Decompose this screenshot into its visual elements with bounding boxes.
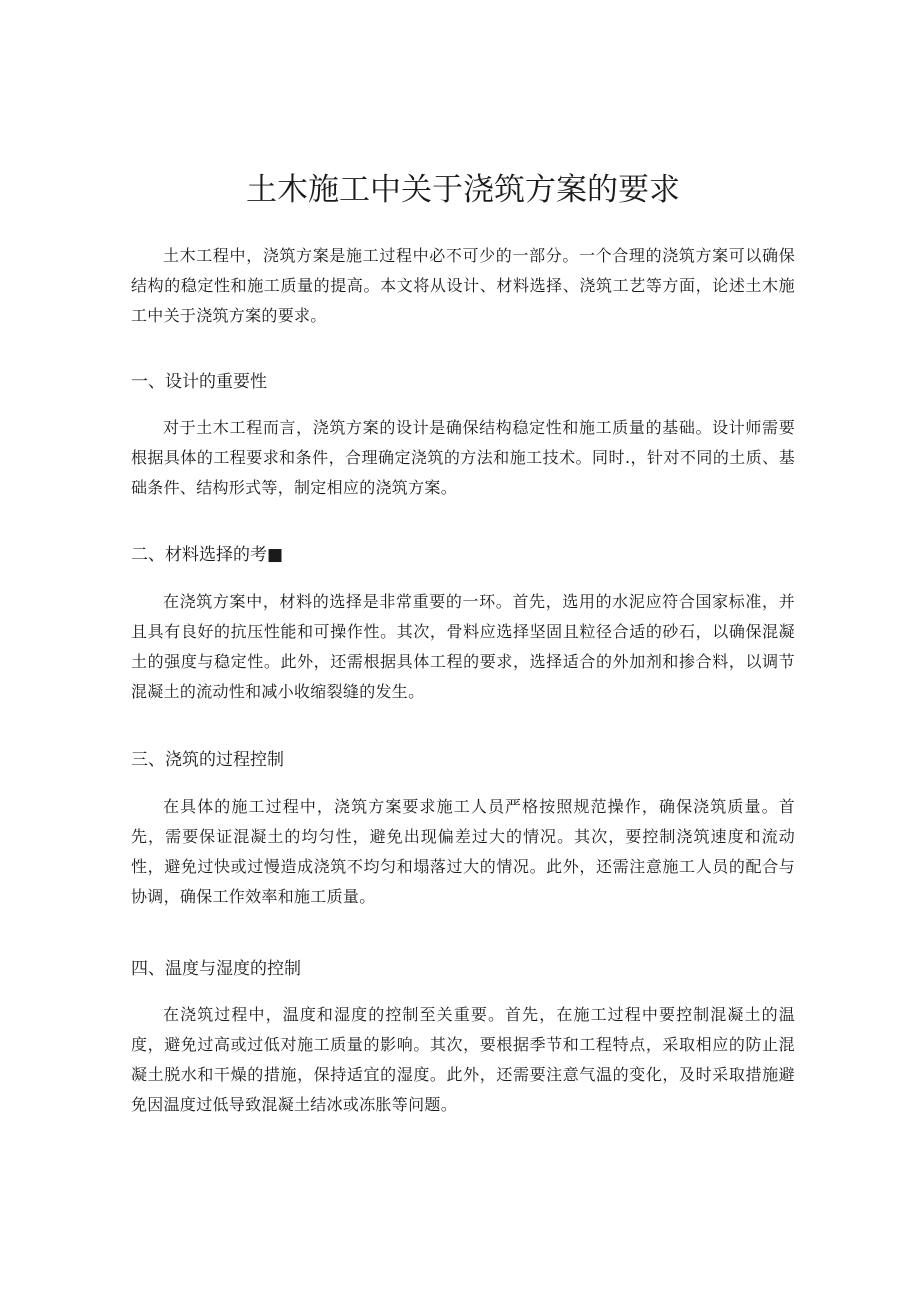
section-heading-design: 一、设计的重要性: [131, 372, 267, 392]
section-body-design: 对于土木工程而言，浇筑方案的设计是确保结构稳定性和施工质量的基础。设计师需要根据具体的工程要求和条件，合理确定浇筑的方法和施工技术。同时.，针对不同的土质、基础条件、结构形式等，制定相应的浇筑方案。: [131, 418, 795, 497]
section-body-process: 在具体的施工过程中，浇筑方案要求施工人员严格按照规范操作，确保浇筑质量。首先，需要保证混凝土的均匀性，避免出现偏差过大的情况。其次，要控制浇筑速度和流动性，避免过快或过慢造成浇筑不均匀和塌落过大的情况。此外，还需注意施工人员的配合与协调，确保工作效率和施工质量。: [131, 797, 795, 906]
section-body-temperature: 在浇筑过程中，温度和湿度的控制至关重要。首先，在施工过程中要控制混凝土的温度，避免过高或过低对施工质量的影响。其次，要根据季节和工程特点，采取相应的防止混凝土脱水和干燥的措施，保持适宜的湿度。此外，还需要注意气温的变化，及时采取措施避免因温度过低导致混凝土结冰或冻胀等问题。: [131, 1005, 795, 1114]
section-heading-temperature: 四、温度与湿度的控制: [131, 959, 301, 979]
intro-paragraph: 土木工程中，浇筑方案是施工过程中必不可少的一部分。一个合理的浇筑方案可以确保结构的稳定性和施工质量的提高。本文将从设计、材料选择、浇筑工艺等方面，论述土木施工中关于浇筑方案的要求。: [131, 246, 795, 325]
section-heading-materials: 二、材料选择的考■: [131, 545, 284, 565]
section-body-materials: 在浇筑方案中，材料的选择是非常重要的一环。首先，选用的水泥应符合国家标准，并且具有良好的抗压性能和可操作性。其次，骨料应选择坚固且粒径合适的砂石，以确保混凝土的强度与稳定性。此外，还需根据具体工程的要求，选择适合的外加剂和掺合料，以调节混凝土的流动性和减小收缩裂缝的发生。: [131, 592, 795, 701]
page-title: 土木施工中关于浇筑方案的要求: [246, 172, 680, 208]
section-heading-process: 三、浇筑的过程控制: [131, 750, 284, 770]
